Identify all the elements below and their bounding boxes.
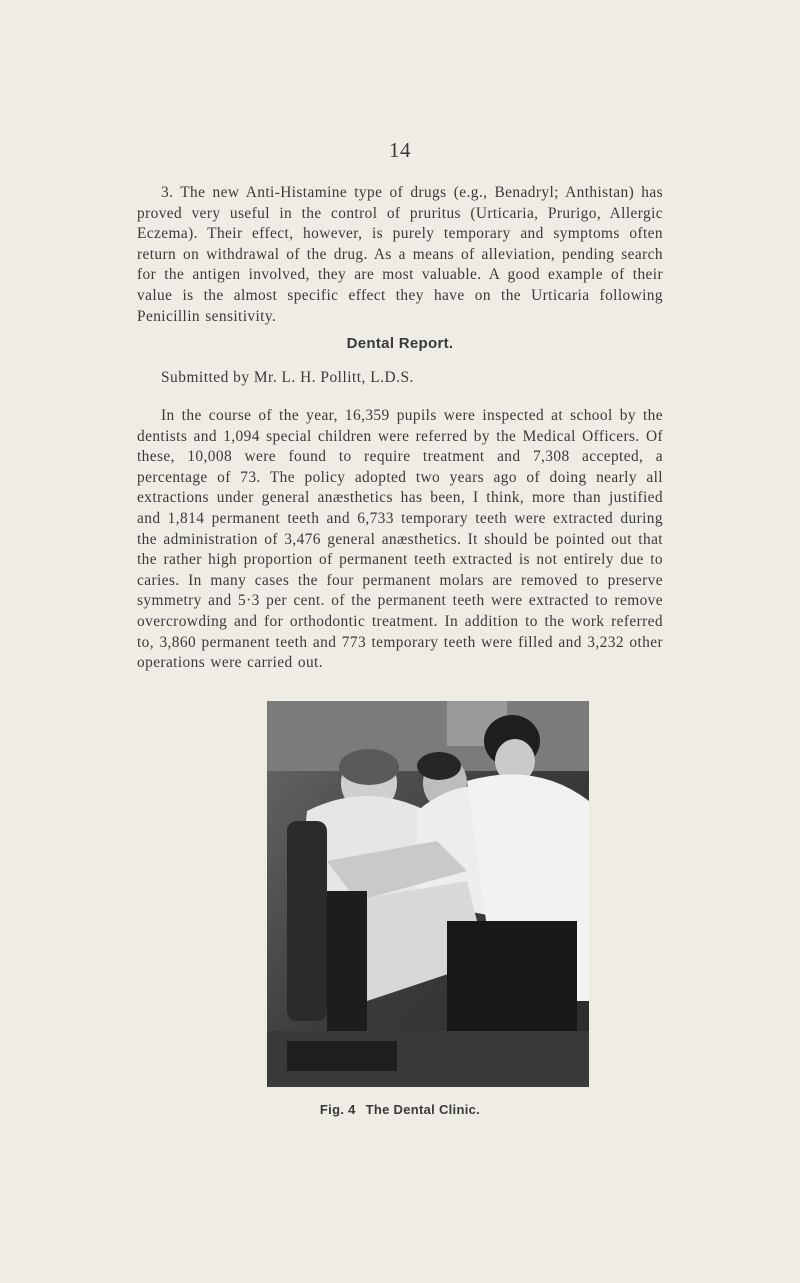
byline: Submitted by Mr. L. H. Pollitt, L.D.S. [161,369,414,386]
dental-clinic-photo [267,701,589,1087]
paragraph-antihistamine: 3. The new Anti-Histamine type of drugs (e.g., Benadryl; Anthistan) has proved very useful in the control of pruritus (Urticaria, Prurigo, Allergic Eczema). Their effect, however, is purely temporary and symptoms often return on withdrawal of the drug. As a means of alleviation, pending search for the antigen involved, they are most valuable. A good example of their value is the almost specific effect they have on the Urticaria following Penicillin sensitivity. [137,184,663,325]
figure-caption [0,1102,800,1117]
figure-label: Fig. 4 [319,1102,356,1117]
paragraph-dental-report: In the course of the year, 16,359 pupils were inspected at school by the dentists and 1,094 special children were referred by the Medical Officers. Of these, 10,008 were found to require treatment and 7,308 accepted, a percentage of 73. The policy adopted two years ago of doing nearly all extractions under general anæsthetics has been, I think, more than justified and 1,814 permanent teeth and 6,733 temporary teeth were extracted during the administration of 3,476 general anæsthetics. It should be pointed out that the rather high proportion of permanent teeth extracted is not entirely due to caries. In many cases the four permanent molars are removed to preserve symmetry and 5·3 per cent. of the permanent teeth were extracted to remove overcrowding and for orthodontic treatment. In addition to the work referred to, 3,860 permanent teeth and 773 temporary teeth were filled and 3,232 other operations were carried out. [137,407,663,672]
section-heading: Dental Report. [346,335,454,352]
figure-title: The Dental Clinic. [365,1102,481,1117]
page-number: 14 [389,138,411,162]
